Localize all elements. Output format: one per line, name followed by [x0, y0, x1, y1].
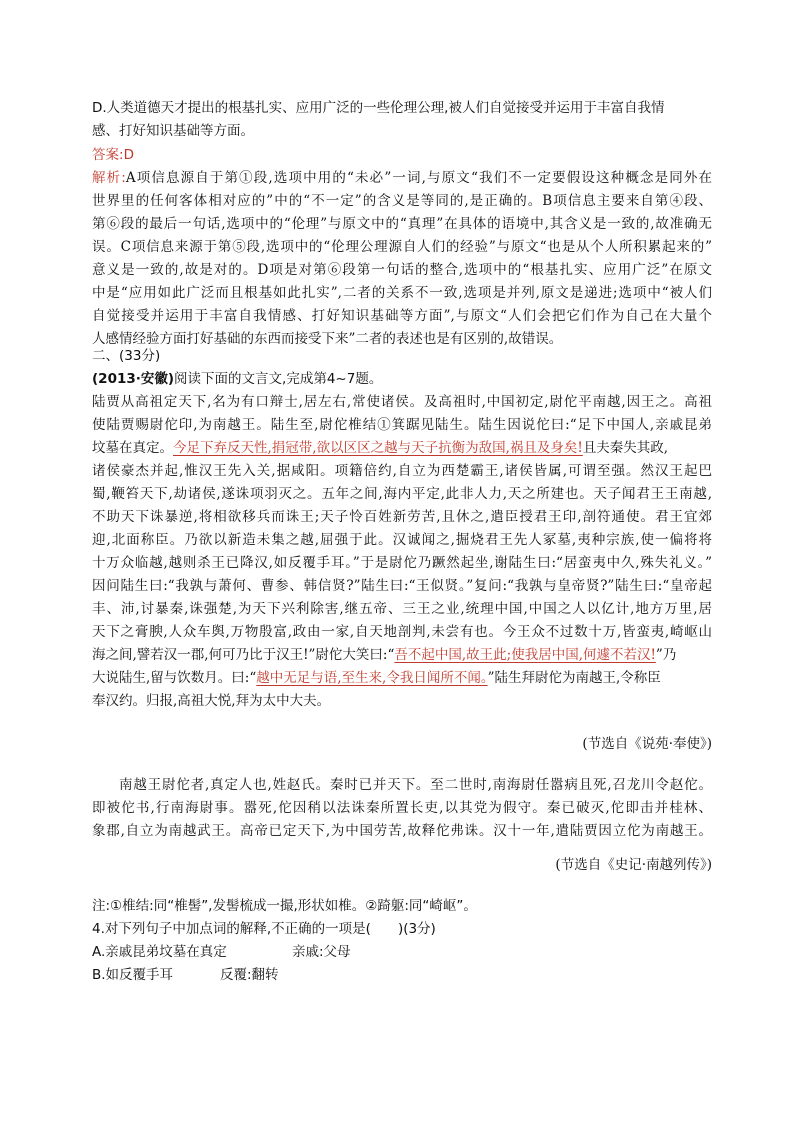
question-4-option-a [92, 941, 712, 963]
analysis-line-3: 第⑥段的最后一句话,选项中的“伦理”与原文中的“真理”在具体的语境中,其含义是一致的,故准确无 [92, 216, 712, 232]
option-d-line-2: 感、打好知识基础等方面。 [92, 123, 254, 139]
option-b-explanation: 反覆:翻转 [220, 967, 279, 983]
passage1-line-5: 蜀,鞭笞天下,劫诸侯,遂诛项羽灭之。五年之间,海内平定,此非人力,天之所建也。天子闻君王王南越, [92, 486, 712, 502]
answer-line [92, 144, 712, 166]
passage1-line-14: 奉汉约。归报,高祖大悦,拜为太中大夫。 [92, 693, 331, 709]
analysis-text-1: A项信息源自于第①段,选项中用的“未必”一词,与原文“我们不一定要假设这种概念是同外在 [125, 170, 712, 186]
option-d-line-1: D.人类道德天才提出的根基扎实、应用广泛的一些伦理公理,被人们自觉接受并运用于丰富自我情 [92, 100, 665, 116]
passage2-line-3: 象郡,自立为南越武王。高帝已定天下,为中国劳苦,故释佗弗诛。汉十一年,遣陆贾因立佗为南越王。 [92, 823, 712, 839]
intro-source: (2013·安徽) [92, 371, 175, 387]
analysis-line-5: 意义是一致的,故是对的。D项是对第⑥段第一句话的整合,选项中的“根基扎实、应用广泛”在原文 [92, 262, 712, 278]
analysis-line-8: 人感情经验方面打好基础的东西而接受下来”二者的表述也是有区别的,故错误。 [92, 331, 563, 347]
passage1-line-12-a: 海之间,譬若汉一郡,何可乃比于汉王!”尉佗大笑曰:“ [92, 647, 395, 663]
passage1-line-11: 天下之膏腴,人众车舆,万物殷富,政由一家,自天地剖判,未尝有也。今王众不过数十万,皆蛮夷,崎岖山 [92, 624, 712, 640]
passage1-highlight-3: 越中无足与语,至生来,令我日闻所不闻。 [256, 670, 488, 686]
passage1-line-12 [92, 644, 712, 666]
passage1-highlight-1: 今足下弃反天性,捐冠带,欲以区区之越与天子抗衡为敌国,祸且及身矣! [173, 440, 583, 456]
passage1-source: (节选自《说苑·奉使》) [582, 736, 712, 752]
section-title: 二、(33分) [92, 348, 161, 364]
analysis-label: 解析: [92, 170, 126, 186]
passage1-line-6: 不助天下诛暴逆,将相欲移兵而诛王;天子怜百姓新劳苦,且休之,遣臣授君王印,剖符通使。君王宜郊 [92, 509, 712, 525]
passage1-line-7: 迎,北面称臣。乃欲以新造未集之越,屈强于此。汉诚闻之,掘烧君王先人冢墓,夷种宗族,使一偏将将 [92, 532, 712, 548]
passage2-source: (节选自《史记·南越列传》) [555, 857, 712, 873]
passage1-line-1: 陆贾从高祖定天下,名为有口辩士,居左右,常使诸侯。及高祖时,中国初定,尉佗平南越,因王之。高祖 [92, 394, 712, 410]
passage1-line-13 [92, 667, 712, 689]
passage1-line-13-c: ”陆生拜尉佗为南越王,令称臣 [487, 670, 661, 686]
passage1-line-8: 十万众临越,越则杀王已降汉,如反覆手耳。”于是尉佗乃蹶然起坐,谢陆生曰:“居蛮夷中久,殊失礼义。” [92, 555, 712, 571]
question-4-option-b [92, 964, 712, 986]
passage2-line-1: 南越王尉佗者,真定人也,姓赵氏。秦时已并天下。至二世时,南海尉任嚣病且死,召龙川令赵佗。 [119, 777, 712, 793]
analysis-line-1 [92, 167, 712, 189]
passage1-line-3-a: 坟墓在真定。 [92, 440, 173, 456]
analysis-line-2: 世界里的任何客体相对应的”中的“不一定”的含义是等同的,是正确的。B项信息主要来自第④段、 [92, 193, 712, 209]
passage1-line-13-a: 大说陆生,留与饮数月。曰:“ [92, 670, 257, 686]
passage1-line-4: 诸侯豪杰并起,惟汉王先入关,据咸阳。项籍倍约,自立为西楚霸王,诸侯皆属,可谓至强。然汉王起巴 [92, 463, 712, 479]
answer-label: 答案: [92, 147, 124, 163]
option-a-explanation: 亲戚:父母 [292, 944, 351, 960]
answer-value: D [123, 147, 134, 163]
notes-line: 注:①椎结:同“椎髻”,发髻梳成一撮,形状如椎。②踦躯:同“崎岖”。 [92, 898, 477, 914]
option-a-text: A.亲戚昆弟坟墓在真定 [92, 944, 227, 960]
intro-line [92, 368, 712, 390]
option-b-text: B.如反覆手耳 [92, 967, 174, 983]
passage1-line-3-c: 且夫秦失其政, [582, 440, 669, 456]
passage1-line-12-c: ”乃 [655, 647, 677, 663]
question-4-stem: 4.对下列句子中加点词的解释,不正确的一项是( )(3分) [92, 921, 436, 937]
passage1-line-3 [92, 437, 712, 459]
intro-text: 阅读下面的文言文,完成第4~7题。 [174, 371, 383, 387]
passage1-line-9: 因问陆生曰:“我孰与萧何、曹参、韩信贤?”陆生曰:“王似贤。”复问:“我孰与皇帝贤?”陆生曰:“皇帝起 [92, 578, 712, 594]
passage1-line-10: 丰、沛,讨暴秦,诛强楚,为天下兴利除害,继五帝、三王之业,统理中国,中国之人以亿计,地方万里,居 [92, 601, 712, 617]
passage2-line-2: 即被佗书,行南海尉事。嚣死,佗因稍以法诛秦所置长吏,以其党为假守。秦已破灭,佗即击并桂林、 [92, 800, 712, 816]
analysis-line-7: 自觉接受并运用于丰富自我情感、打好知识基础等方面”,与原文“人们会把它们作为自己在大量个 [92, 308, 712, 324]
analysis-line-4: 误。C项信息来源于第⑤段,选项中的“伦理公理源自人们的经验”与原文“也是从个人所积累起来的” [92, 239, 712, 255]
analysis-line-6: 中是“应用如此广泛而且根基如此扎实”,二者的关系不一致,选项是并列,原文是递进;选项中“被人们 [92, 285, 712, 301]
passage1-line-2: 使陆贾赐尉佗印,为南越王。陆生至,尉佗椎结①箕踞见陆生。陆生因说佗曰:“足下中国人,亲戚昆弟 [92, 417, 712, 433]
passage1-highlight-2: 吾不起中国,故王此;使我居中国,何遽不若汉! [394, 647, 656, 663]
